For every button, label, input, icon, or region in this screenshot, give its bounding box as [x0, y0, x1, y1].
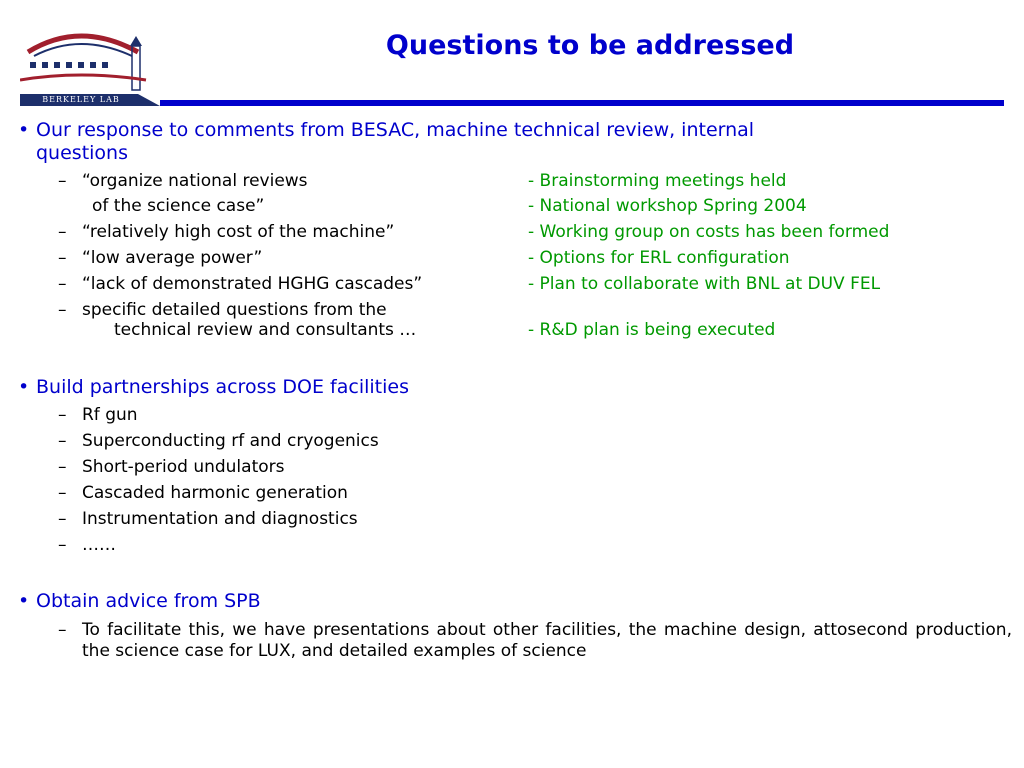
- review-item-answer: - Working group on costs has been formed: [528, 222, 890, 242]
- dash: –: [58, 405, 67, 425]
- section2-heading: Build partnerships across DOE facilities: [36, 376, 409, 398]
- partnership-item: Cascaded harmonic generation: [82, 483, 348, 503]
- review-item-left: specific detailed questions from the: [82, 300, 387, 320]
- review-item-answer: - Brainstorming meetings held: [528, 171, 787, 191]
- review-item-left: “lack of demonstrated HGHG cascades”: [82, 274, 423, 294]
- section1-heading-line1: Our response to comments from BESAC, machine technical review, internal: [36, 119, 755, 141]
- logo-text: BERKELEY LAB: [42, 95, 120, 104]
- bullet-dot: •: [18, 590, 30, 612]
- partnership-item: Instrumentation and diagnostics: [82, 509, 358, 529]
- partnership-item: ……: [82, 535, 116, 555]
- dash: –: [58, 274, 67, 294]
- dash: –: [58, 248, 67, 268]
- review-item-left: “organize national reviews: [82, 171, 308, 191]
- dash: –: [58, 431, 67, 451]
- review-item-answer: - Options for ERL configuration: [528, 248, 790, 268]
- bullet-dot: •: [18, 376, 30, 398]
- partnership-item: Rf gun: [82, 405, 138, 425]
- review-item-left: “relatively high cost of the machine”: [82, 222, 395, 242]
- dash: –: [58, 509, 67, 529]
- partnership-item: Short-period undulators: [82, 457, 285, 477]
- title-divider: [160, 100, 1004, 106]
- section3-heading: Obtain advice from SPB: [36, 590, 261, 612]
- dash: –: [58, 222, 67, 242]
- review-item-left: of the science case”: [92, 196, 265, 216]
- review-item-answer: - National workshop Spring 2004: [528, 196, 807, 216]
- dash: –: [58, 535, 67, 555]
- berkeley-lab-logo: [20, 22, 160, 112]
- dash: –: [58, 300, 67, 320]
- dash: –: [58, 483, 67, 503]
- advice-item: To facilitate this, we have presentations about other facilities, the machine design, attosecond production, the science case for LUX, and detailed examples of science: [82, 620, 1012, 661]
- review-item-answer: - R&D plan is being executed: [528, 320, 776, 340]
- partnership-item: Superconducting rf and cryogenics: [82, 431, 379, 451]
- review-item-left: technical review and consultants …: [114, 320, 417, 340]
- bullet-dot: •: [18, 119, 30, 141]
- review-item-left: “low average power”: [82, 248, 263, 268]
- review-item-answer: - Plan to collaborate with BNL at DUV FEL: [528, 274, 881, 294]
- slide-title: Questions to be addressed: [385, 30, 795, 61]
- section1-heading-line2: questions: [36, 142, 128, 164]
- dash: –: [58, 457, 67, 477]
- dash: –: [58, 171, 67, 191]
- dash: –: [58, 620, 67, 640]
